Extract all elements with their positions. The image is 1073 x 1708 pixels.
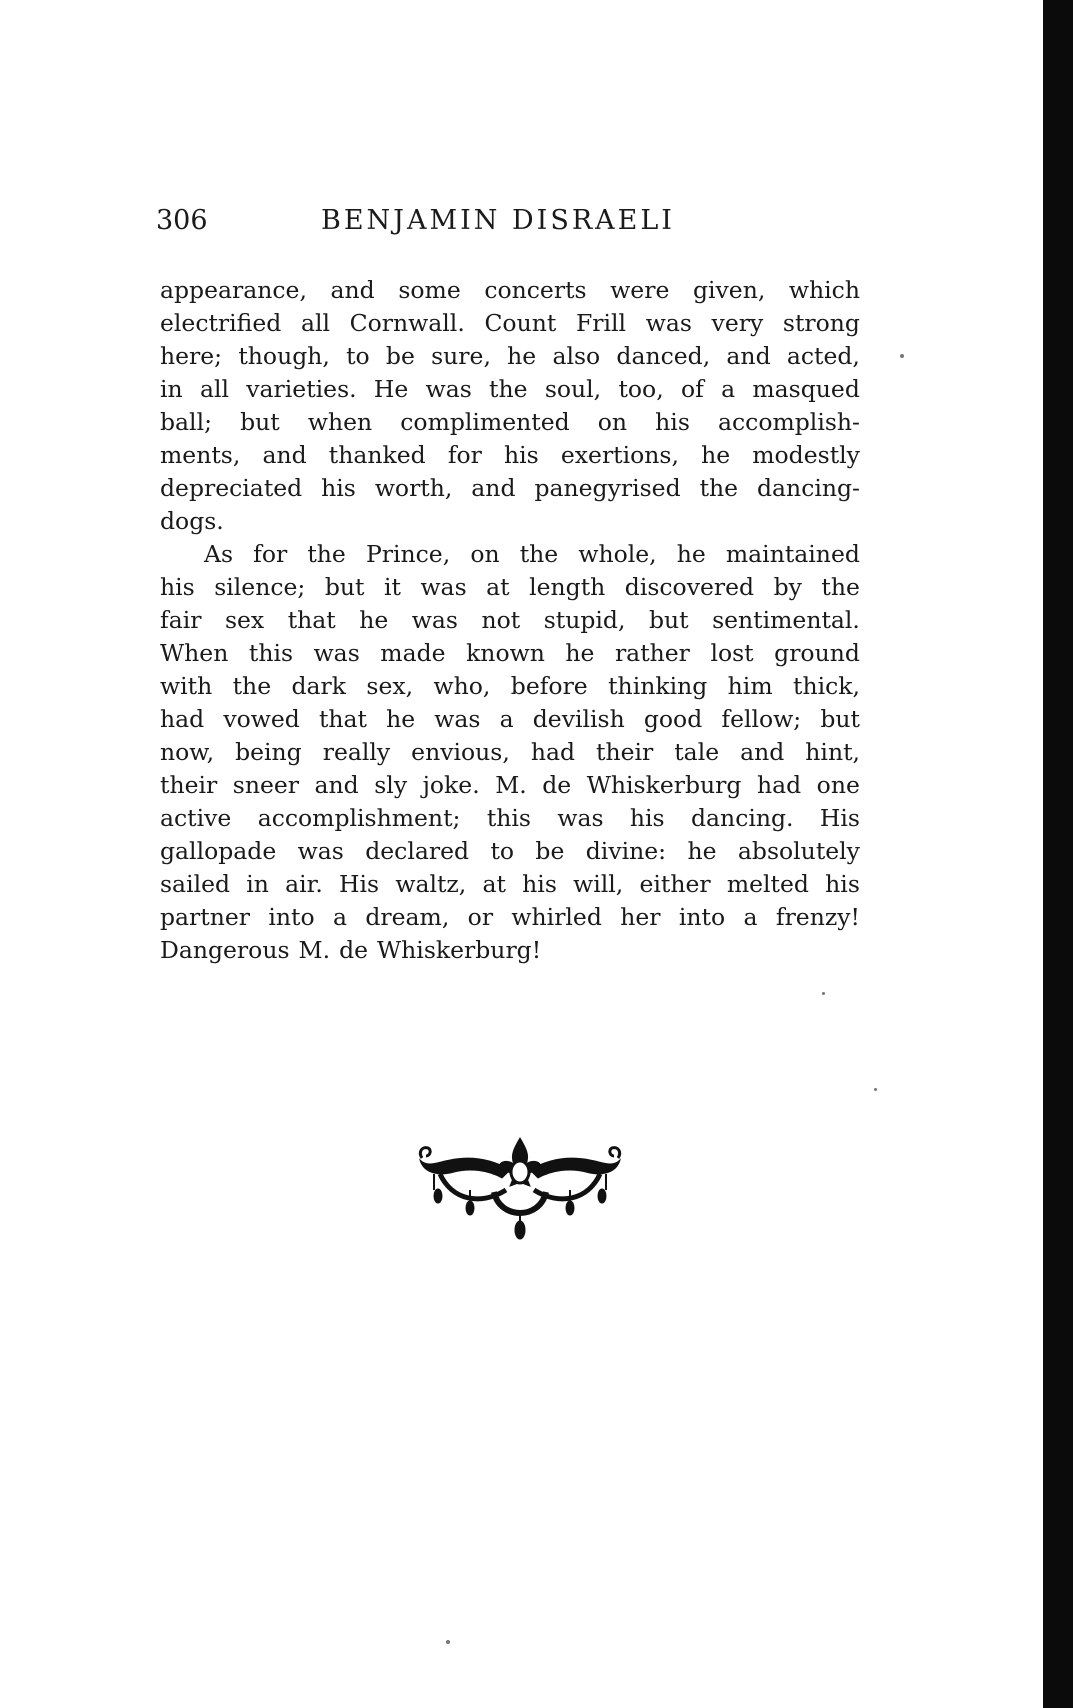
text-line: depreciated his worth, and panegyrised the dancing- [160, 474, 860, 502]
text-line: appearance, and some concerts were given, which [160, 276, 860, 304]
ink-speck [874, 1088, 877, 1091]
text-line: in all varieties. He was the soul, too, of a masqued [160, 375, 860, 403]
running-head [156, 205, 856, 245]
text-line: his silence; but it was at length discovered by the [160, 573, 860, 601]
body-text [160, 274, 860, 967]
text-line: Dangerous M. de Whiskerburg! [160, 936, 542, 964]
text-line: gallopade was declared to be divine: he absolutely [160, 837, 860, 865]
gutter-shadow [1043, 0, 1073, 1708]
text-line: with the dark sex, who, before thinking him thick, [160, 672, 860, 700]
text-line: ball; but when complimented on his accomplish- [160, 408, 860, 436]
text-line: fair sex that he was not stupid, but sentimental. [160, 606, 860, 634]
text-line: sailed in air. His waltz, at his will, either melted his [160, 870, 860, 898]
running-title: BENJAMIN DISRAELI [321, 205, 675, 236]
text-line: dogs. [160, 507, 224, 535]
text-line: active accomplishment; this was his dancing. His [160, 804, 860, 832]
page-number: 306 [156, 205, 208, 236]
text-line: ments, and thanked for his exertions, he modestly [160, 441, 860, 469]
text-line: When this was made known he rather lost ground [160, 639, 860, 667]
text-line: here; though, to be sure, he also danced, and acted, [160, 342, 860, 370]
floral-tailpiece-icon [410, 1130, 630, 1250]
text-line: now, being really envious, had their tale and hint, [160, 738, 860, 766]
ink-speck [446, 1640, 450, 1644]
text-line: electrified all Cornwall. Count Frill was very strong [160, 309, 860, 337]
ink-speck [822, 992, 825, 995]
text-line: As for the Prince, on the whole, he maintained [204, 540, 860, 568]
text-line: had vowed that he was a devilish good fellow; but [160, 705, 860, 733]
text-line: partner into a dream, or whirled her into a frenzy! [160, 903, 860, 931]
ink-speck [900, 354, 904, 358]
text-line: their sneer and sly joke. M. de Whiskerburg had one [160, 771, 860, 799]
